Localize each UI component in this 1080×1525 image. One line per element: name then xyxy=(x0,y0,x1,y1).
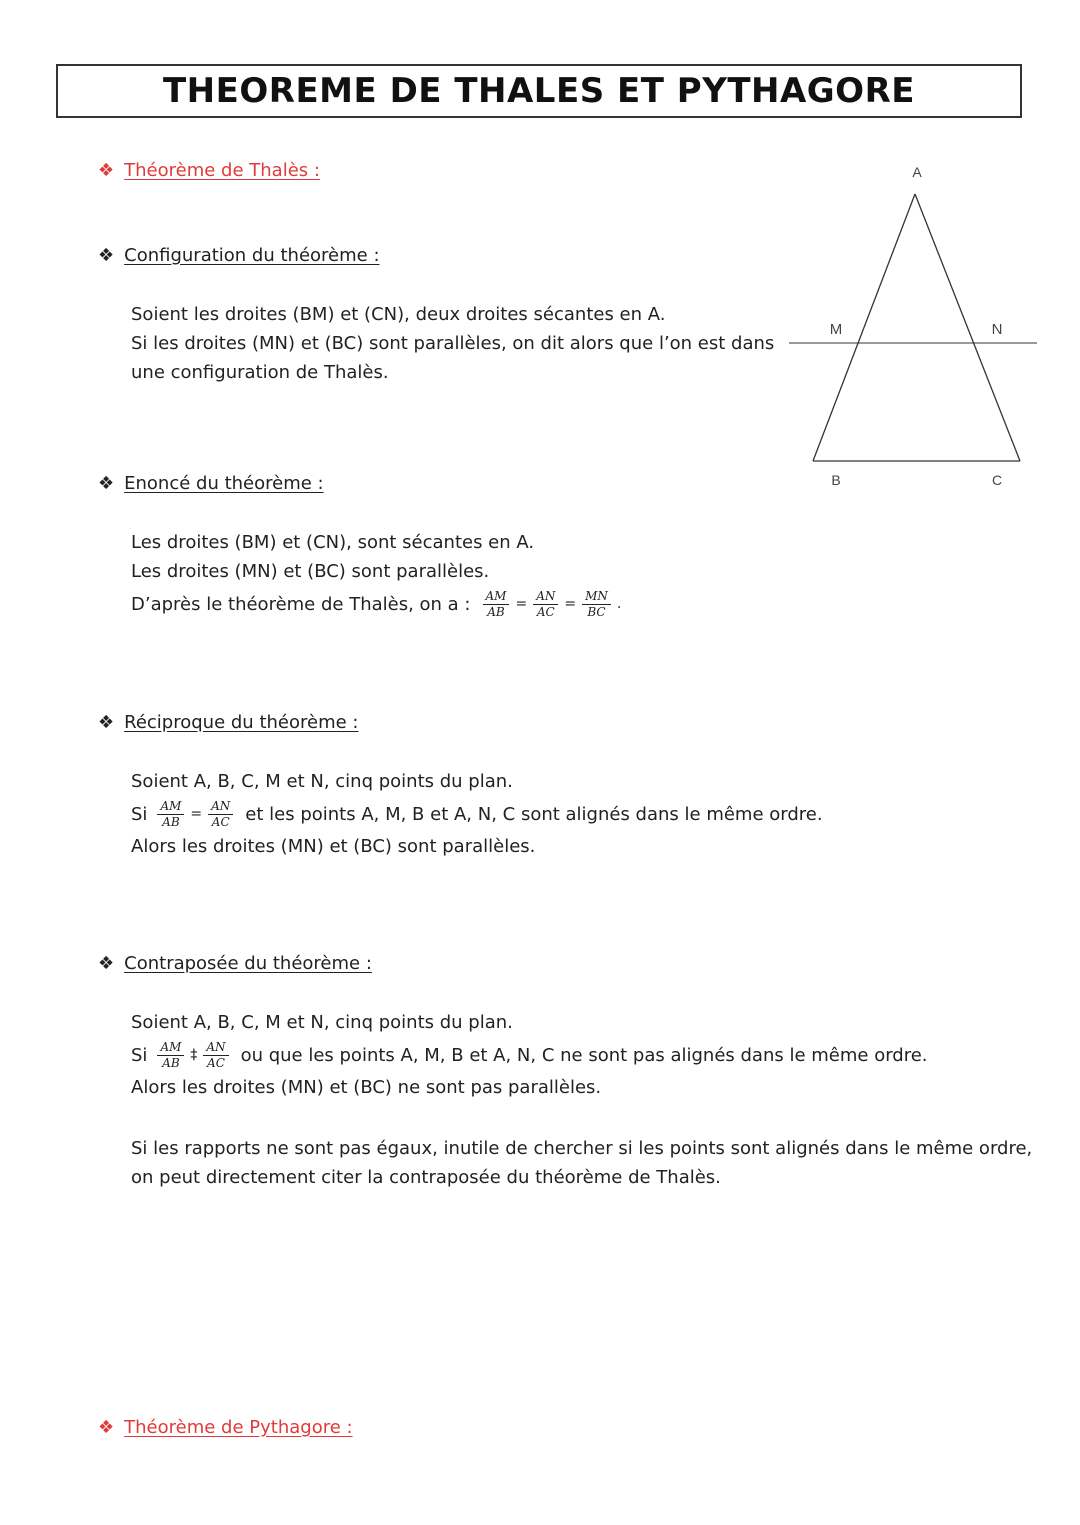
reciproque-condition: et les points A, M, B et A, N, C sont alignés dans le même ordre. xyxy=(245,803,823,825)
enonce-line: Les droites (MN) et (BC) sont parallèles. xyxy=(131,561,490,582)
period: . xyxy=(616,595,622,612)
fraction-am-ab: $\frac{AM}{AB}$ xyxy=(483,590,510,619)
line-ab xyxy=(813,194,915,461)
subheading-enonce xyxy=(98,473,324,494)
configuration-line: une configuration de Thalès. xyxy=(131,362,389,383)
bullet-icon: ❖ xyxy=(98,953,115,974)
reciproque-line: Soient A, B, C, M et N, cinq points du plan. xyxy=(131,771,513,792)
fraction-an-ac: $\frac{AN}{AC}$ xyxy=(533,590,558,619)
enonce-formula-line xyxy=(131,586,623,622)
si-label: Si xyxy=(131,803,148,825)
subheading-reciproque xyxy=(98,712,358,733)
point-label-c: C xyxy=(991,472,1003,488)
equals-sign: = xyxy=(564,595,577,612)
thales-figure xyxy=(785,160,1045,500)
equals-sign: = xyxy=(190,805,203,822)
note-line: Si les rapports ne sont pas égaux, inutile de chercher si les points sont alignés dans le même ordre, xyxy=(131,1138,1033,1159)
configuration-line: Soient les droites (BM) et (CN), deux droites sécantes en A. xyxy=(131,304,666,325)
note-line: on peut directement citer la contraposée du théorème de Thalès. xyxy=(131,1167,721,1188)
contraposee-formula-line xyxy=(131,1037,928,1073)
point-label-n: N xyxy=(991,321,1003,338)
point-label-m: M xyxy=(829,321,843,338)
configuration-line: Si les droites (MN) et (BC) sont parallèles, on dit alors que l’on est dans xyxy=(131,333,775,354)
fraction-an-ac: $\frac{AN}{AC}$ xyxy=(203,1041,228,1070)
fraction-mn-bc: $\frac{MN}{BC}$ xyxy=(582,590,611,619)
page-title: THEOREME DE THALES ET PYTHAGORE xyxy=(162,71,915,111)
si-label: Si xyxy=(131,1044,148,1066)
contraposee-line: Soient A, B, C, M et N, cinq points du plan. xyxy=(131,1012,513,1033)
bullet-icon: ❖ xyxy=(98,245,115,266)
enonce-formula-prefix: D’après le théorème de Thalès, on a : xyxy=(131,593,471,615)
enonce-line: Les droites (BM) et (CN), sont sécantes en A. xyxy=(131,532,535,553)
contraposee-note xyxy=(131,1134,1032,1192)
title-box xyxy=(56,64,1022,118)
line-ac xyxy=(915,194,1020,461)
bullet-icon: ❖ xyxy=(98,1417,115,1438)
reciproque-line: Alors les droites (MN) et (BC) sont parallèles. xyxy=(131,836,536,857)
enonce-text xyxy=(131,528,623,622)
configuration-text xyxy=(131,300,774,387)
point-label-a: A xyxy=(912,164,922,180)
reciproque-formula-line xyxy=(131,796,823,832)
reciproque-text xyxy=(131,767,823,861)
bullet-icon: ❖ xyxy=(98,473,115,494)
fraction-an-ac: $\frac{AN}{AC}$ xyxy=(208,800,233,829)
section-heading-thales-label: Théorème de Thalès : xyxy=(124,160,320,181)
subheading-configuration-label: Configuration du théorème : xyxy=(124,245,380,266)
contraposee-text xyxy=(131,1008,928,1102)
section-heading-pythagore-label: Théorème de Pythagore : xyxy=(124,1417,353,1438)
fraction-am-ab: $\frac{AM}{AB}$ xyxy=(157,1041,184,1070)
equals-sign: = xyxy=(515,595,528,612)
subheading-contraposee-label: Contraposée du théorème : xyxy=(124,953,372,974)
not-equal-sign: ‡ xyxy=(190,1046,198,1063)
contraposee-line: Alors les droites (MN) et (BC) ne sont pas parallèles. xyxy=(131,1077,602,1098)
fraction-am-ab: $\frac{AM}{AB}$ xyxy=(157,800,184,829)
subheading-enonce-label: Enoncé du théorème : xyxy=(124,473,324,494)
bullet-icon: ❖ xyxy=(98,160,115,181)
section-heading-pythagore xyxy=(98,1417,353,1438)
subheading-reciproque-label: Réciproque du théorème : xyxy=(124,712,359,733)
subheading-contraposee xyxy=(98,953,372,974)
section-heading-thales xyxy=(98,160,320,181)
subheading-configuration xyxy=(98,245,380,266)
contraposee-condition: ou que les points A, M, B et A, N, C ne sont pas alignés dans le même ordre. xyxy=(240,1044,928,1066)
bullet-icon: ❖ xyxy=(98,712,115,733)
point-label-b: B xyxy=(831,472,841,488)
